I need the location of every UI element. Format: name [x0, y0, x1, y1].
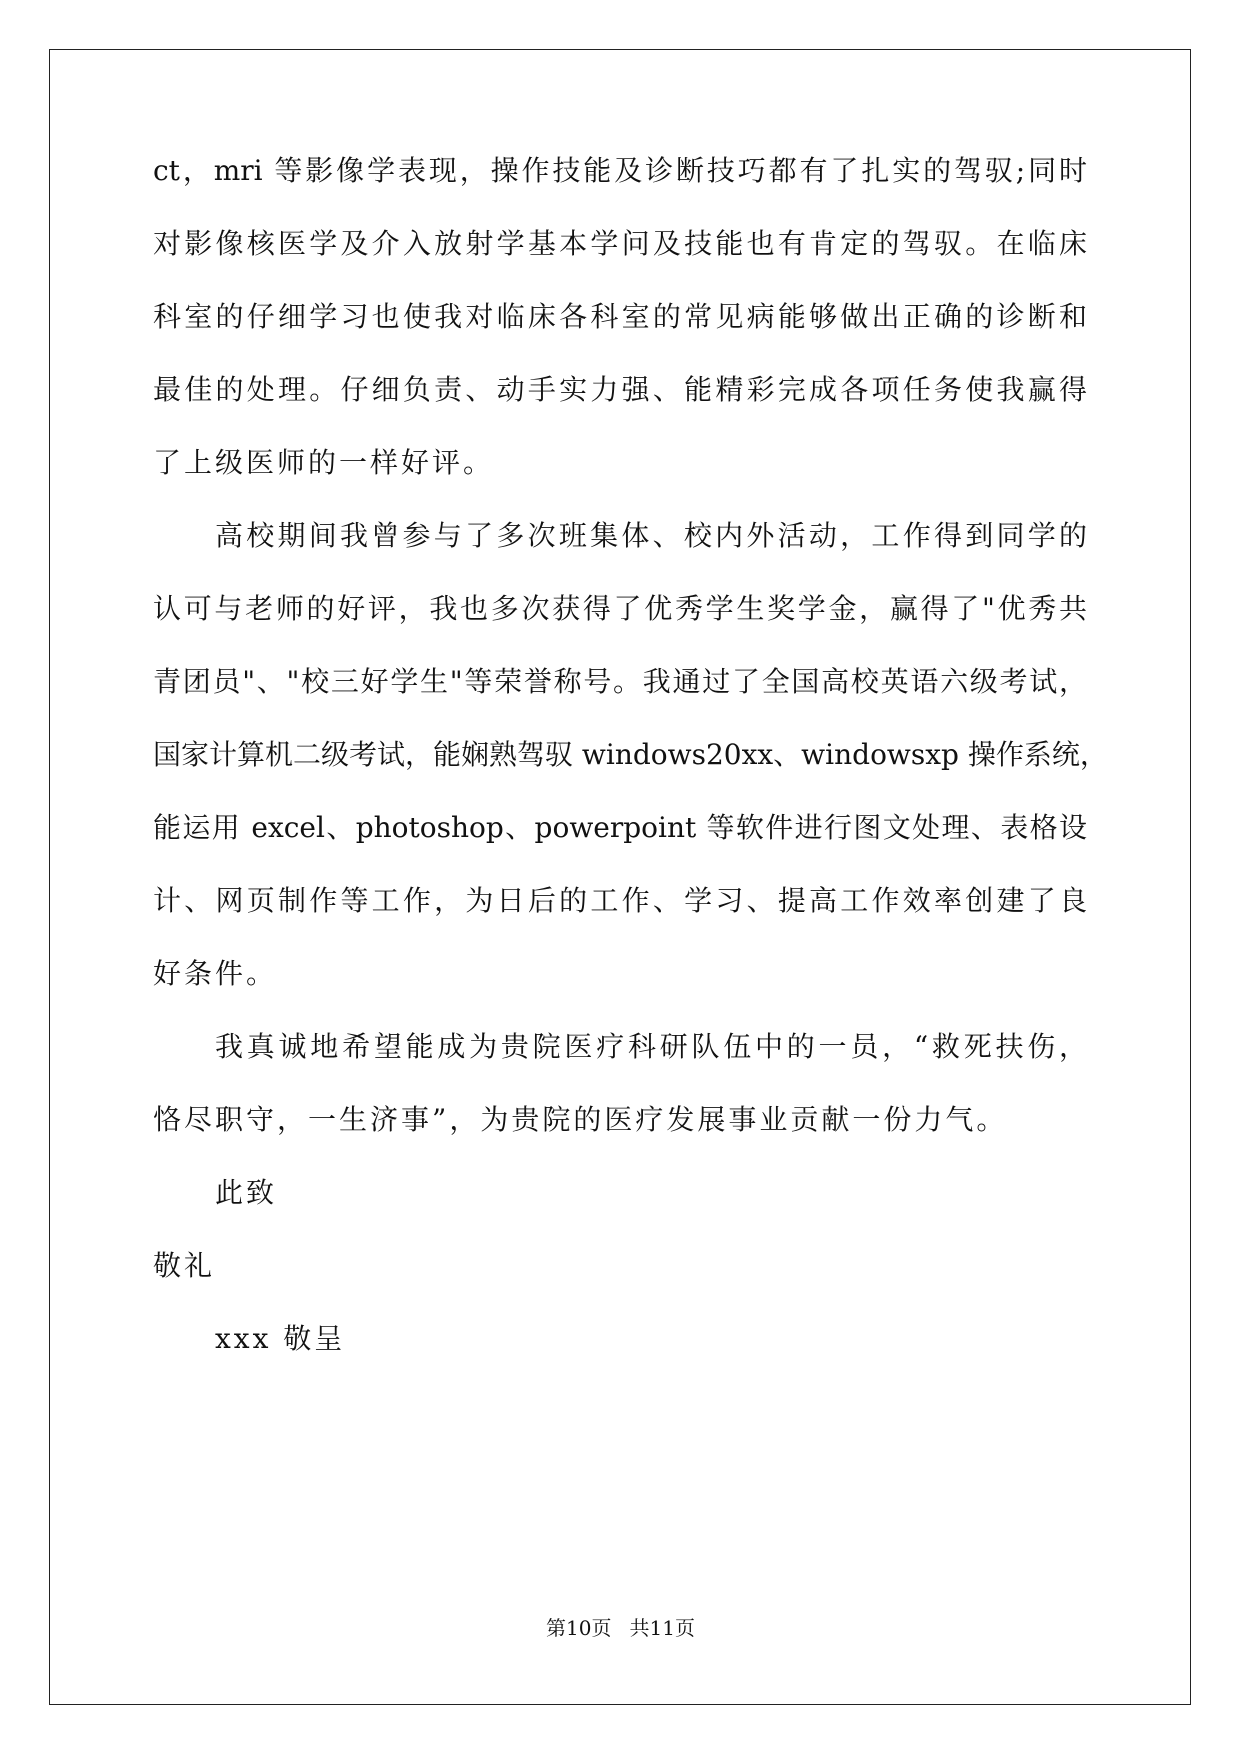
closing-regards: 敬礼 — [153, 1249, 216, 1282]
text-line: 能运用 excel、photoshop、powerpoint 等软件进行图文处理、表格设 — [153, 811, 1087, 844]
text-line: 最佳的处理。仔细负责、动手实力强、能精彩完成各项任务使我赢得 — [153, 373, 1087, 406]
text-line: 了上级医师的一样好评。 — [153, 446, 495, 479]
text-line: 对影像核医学及介入放射学基本学问及技能也有肯定的驾驭。在临床 — [153, 227, 1087, 260]
page-footer — [0, 1614, 1241, 1642]
text-line: 我真诚地希望能成为贵院医疗科研队伍中的一员，“救死扶伤， — [215, 1030, 1087, 1063]
text-line: 青团员"、"校三好学生"等荣誉称号。我通过了全国高校英语六级考试， — [153, 665, 1087, 698]
text-line: ct，mri 等影像学表现，操作技能及诊断技巧都有了扎实的驾驭;同时 — [153, 154, 1087, 187]
text-line: 国家计算机二级考试，能娴熟驾驭 windows20xx、windowsxp 操作系统， — [153, 738, 1108, 771]
page-total: 共11页 — [629, 1616, 695, 1640]
page-number: 第10页 — [546, 1616, 612, 1640]
closing-salutation: 此致 — [215, 1176, 278, 1209]
text-line: 恪尽职守，一生济事”，为贵院的医疗发展事业贡献一份力气。 — [153, 1103, 1008, 1136]
text-line: 科室的仔细学习也使我对临床各科室的常见病能够做出正确的诊断和 — [153, 300, 1087, 333]
text-line: 认可与老师的好评，我也多次获得了优秀学生奖学金，赢得了"优秀共 — [153, 592, 1087, 625]
text-line: 计、网页制作等工作，为日后的工作、学习、提高工作效率创建了良 — [153, 884, 1087, 917]
text-line: 好条件。 — [153, 957, 278, 990]
text-line: 高校期间我曾参与了多次班集体、校内外活动，工作得到同学的 — [215, 519, 1087, 552]
signature: xxx 敬呈 — [215, 1322, 346, 1355]
